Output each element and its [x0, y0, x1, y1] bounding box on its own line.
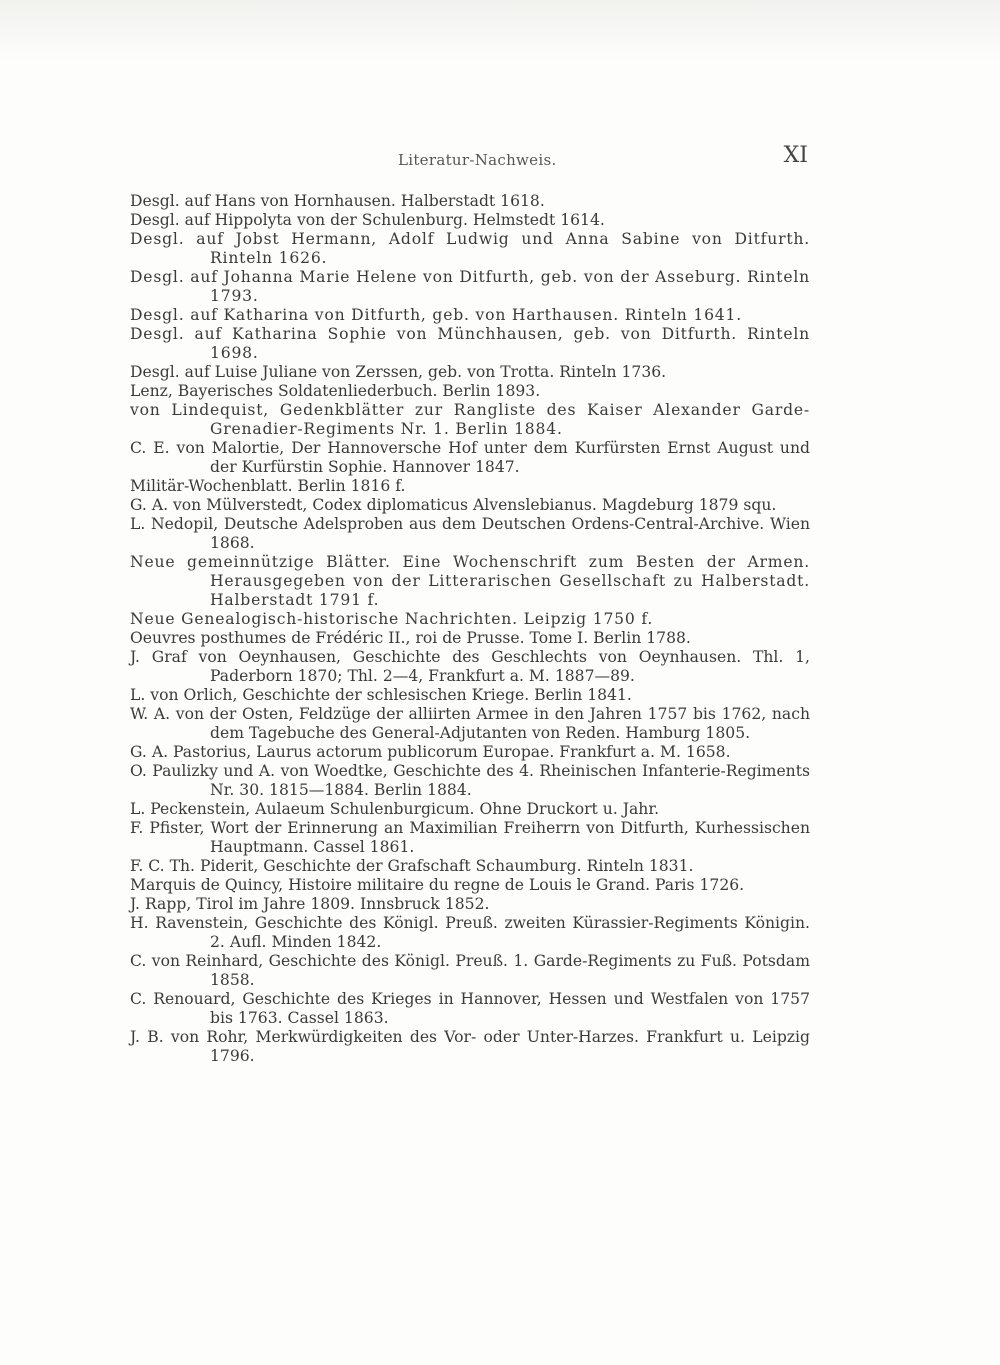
page-number: XI: [783, 143, 808, 168]
bibliography-entry: Desgl. auf Johanna Marie Helene von Ditfurth, geb. von der Asseburg. Rinteln 1793.: [130, 268, 810, 305]
bibliography-entry: Desgl. auf Luise Juliane von Zerssen, geb. von Trotta. Rinteln 1736.: [130, 363, 667, 381]
bibliography-entry: Neue gemeinnützige Blätter. Eine Wochenschrift zum Besten der Armen. Herausgegeben von der Litterarischen Gesellschaft zu Halberstadt. Halberstadt 1791 f.: [130, 553, 810, 609]
bibliography-entry: Marquis de Quincy, Histoire militaire du regne de Louis le Grand. Paris 1726.: [130, 876, 745, 894]
bibliography-entry: L. von Orlich, Geschichte der schlesischen Kriege. Berlin 1841.: [130, 686, 632, 704]
bibliography-entry: Desgl. auf Katharina von Ditfurth, geb. von Harthausen. Rinteln 1641.: [130, 306, 743, 324]
bibliography-entry: H. Ravenstein, Geschichte des Königl. Preuß. zweiten Kürassier-Regiments Königin. 2. Aufl. Minden 1842.: [130, 914, 810, 951]
bibliography-entry: F. C. Th. Piderit, Geschichte der Grafschaft Schaumburg. Rinteln 1831.: [130, 857, 694, 875]
bibliography-entry: Desgl. auf Katharina Sophie von Münchhausen, geb. von Ditfurth. Rinteln 1698.: [130, 325, 810, 362]
bibliography-entry: Neue Genealogisch-historische Nachrichten. Leipzig 1750 f.: [130, 610, 654, 628]
bibliography-list: [130, 192, 810, 1066]
bibliography-entry: L. Nedopil, Deutsche Adelsproben aus dem Deutschen Ordens-Central-Archive. Wien 1868.: [130, 515, 810, 552]
bibliography-entry: Desgl. auf Hans von Hornhausen. Halberstadt 1618.: [130, 192, 545, 210]
bibliography-entry: C. E. von Malortie, Der Hannoversche Hof unter dem Kurfürsten Ernst August und der Kurfürstin Sophie. Hannover 1847.: [130, 439, 810, 476]
bibliography-entry: J. B. von Rohr, Merkwürdigkeiten des Vor- oder Unter-Harzes. Frankfurt u. Leipzig 1796.: [130, 1028, 810, 1065]
scan-shadow: [0, 0, 1000, 60]
bibliography-entry: Lenz, Bayerisches Soldatenliederbuch. Berlin 1893.: [130, 382, 541, 400]
bibliography-entry: W. A. von der Osten, Feldzüge der alliirten Armee in den Jahren 1757 bis 1762, nach dem Tagebuche des General-Adjutanten von Reden. Hamburg 1805.: [130, 705, 810, 742]
running-head: [130, 143, 808, 173]
bibliography-entry: J. Rapp, Tirol im Jahre 1809. Innsbruck 1852.: [130, 895, 490, 913]
bibliography-entry: F. Pfister, Wort der Erinnerung an Maximilian Freiherrn von Ditfurth, Kurhessischen Hauptmann. Cassel 1861.: [130, 819, 810, 856]
bibliography-entry: C. Renouard, Geschichte des Krieges in Hannover, Hessen und Westfalen von 1757 bis 1763. Cassel 1863.: [130, 990, 810, 1027]
bibliography-entry: Desgl. auf Jobst Hermann, Adolf Ludwig und Anna Sabine von Ditfurth. Rinteln 1626.: [130, 230, 810, 267]
bibliography-entry: Desgl. auf Hippolyta von der Schulenburg. Helmstedt 1614.: [130, 211, 605, 229]
bibliography-entry: J. Graf von Oeynhausen, Geschichte des Geschlechts von Oeynhausen. Thl. 1, Paderborn 1870; Thl. 2—4, Frankfurt a. M. 1887—89.: [130, 648, 810, 685]
bibliography-entry: L. Peckenstein, Aulaeum Schulenburgicum. Ohne Druckort u. Jahr.: [130, 800, 660, 818]
bibliography-entry: C. von Reinhard, Geschichte des Königl. Preuß. 1. Garde-Regiments zu Fuß. Potsdam 1858.: [130, 952, 810, 989]
running-title: Literatur-Nachweis.: [398, 151, 557, 169]
bibliography-entry: G. A. Pastorius, Laurus actorum publicorum Europae. Frankfurt a. M. 1658.: [130, 743, 731, 761]
bibliography-entry: von Lindequist, Gedenkblätter zur Rangliste des Kaiser Alexander Garde-Grenadier-Regiments Nr. 1. Berlin 1884.: [130, 401, 810, 438]
bibliography-entry: Militär-Wochenblatt. Berlin 1816 f.: [130, 477, 406, 495]
bibliography-entry: G. A. von Mülverstedt, Codex diplomaticus Alvenslebianus. Magdeburg 1879 squ.: [130, 496, 777, 514]
bibliography-entry: Oeuvres posthumes de Frédéric II., roi de Prusse. Tome I. Berlin 1788.: [130, 629, 691, 647]
bibliography-entry: O. Paulizky und A. von Woedtke, Geschichte des 4. Rheinischen Infanterie-Regiments Nr. 30. 1815—1884. Berlin 1884.: [130, 762, 810, 799]
